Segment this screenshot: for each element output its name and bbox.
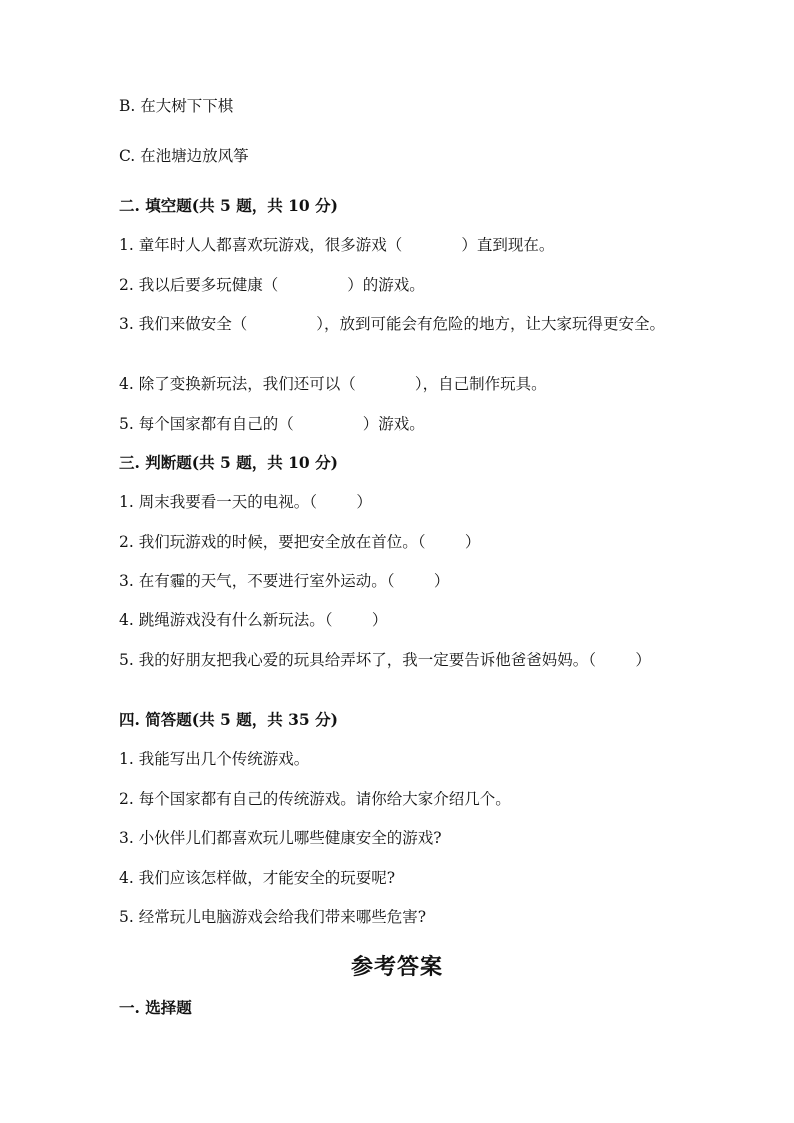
fill-blank-item-5: 5. 每个国家都有自己的（ ）游戏。 <box>119 415 425 433</box>
short-answer-heading: 四. 简答题(共 5 题，共 35 分) <box>119 710 338 729</box>
answer-section-choice-heading: 一. 选择题 <box>119 998 192 1017</box>
fill-blank-item-2: 2. 我以后要多玩健康（ ）的游戏。 <box>119 276 425 294</box>
true-false-item-5: 5. 我的好朋友把我心爱的玩具给弄坏了，我一定要告诉他爸爸妈妈。（ ） <box>119 651 651 669</box>
short-answer-item-1: 1. 我能写出几个传统游戏。 <box>119 750 310 768</box>
fill-blank-item-4: 4. 除了变换新玩法，我们还可以（ ），自己制作玩具。 <box>119 375 547 393</box>
fill-blank-heading: 二. 填空题(共 5 题，共 10 分) <box>119 196 338 215</box>
choice-option-b: B. 在大树下下棋 <box>119 97 234 115</box>
fill-blank-item-3: 3. 我们来做安全（ ），放到可能会有危险的地方，让大家玩得更安全。 <box>119 315 665 333</box>
true-false-item-3: 3. 在有霾的天气，不要进行室外运动。（ ） <box>119 572 450 590</box>
short-answer-item-2: 2. 每个国家都有自己的传统游戏。请你给大家介绍几个。 <box>119 790 511 808</box>
true-false-heading: 三. 判断题(共 5 题，共 10 分) <box>119 453 338 472</box>
short-answer-item-5: 5. 经常玩儿电脑游戏会给我们带来哪些危害? <box>119 908 427 926</box>
true-false-item-2: 2. 我们玩游戏的时候，要把安全放在首位。（ ） <box>119 533 481 551</box>
short-answer-item-4: 4. 我们应该怎样做，才能安全的玩耍呢? <box>119 869 396 887</box>
true-false-item-4: 4. 跳绳游戏没有什么新玩法。（ ） <box>119 611 388 629</box>
true-false-item-1: 1. 周末我要看一天的电视。（ ） <box>119 493 372 511</box>
short-answer-item-3: 3. 小伙伴儿们都喜欢玩儿哪些健康安全的游戏? <box>119 829 442 847</box>
fill-blank-item-1: 1. 童年时人人都喜欢玩游戏，很多游戏（ ）直到现在。 <box>119 236 555 254</box>
choice-option-c: C. 在池塘边放风筝 <box>119 147 249 165</box>
answer-key-title: 参考答案 <box>350 954 443 980</box>
